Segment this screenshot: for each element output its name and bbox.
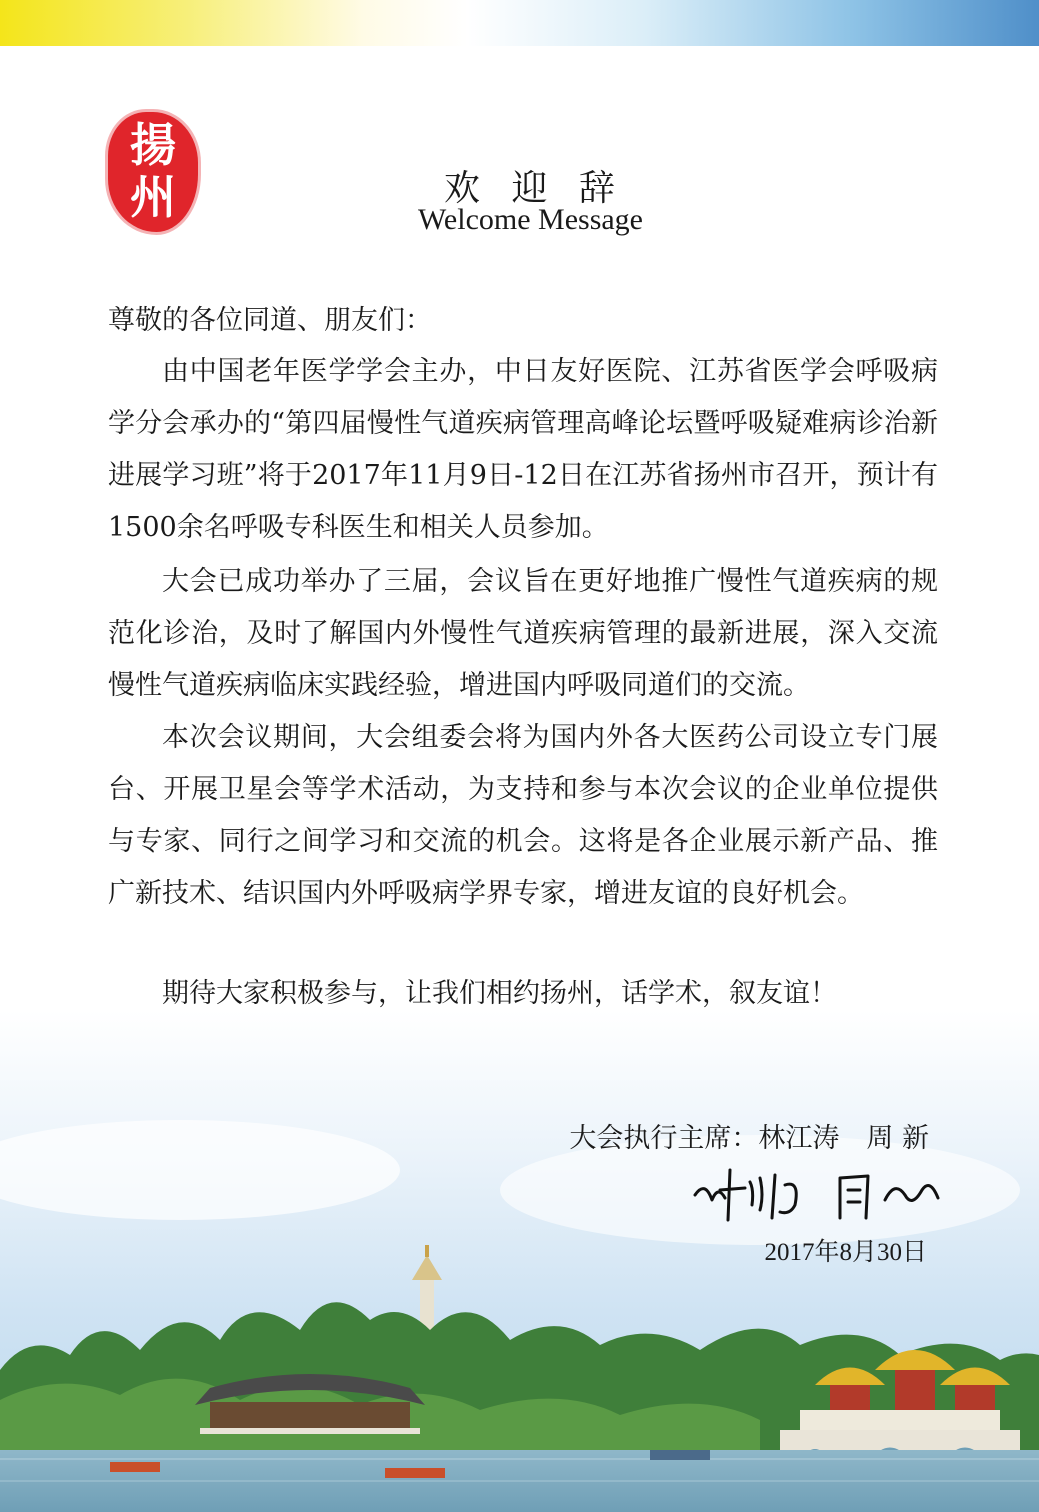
paragraph-2: 大会已成功举办了三届，会议旨在更好地推广慢性气道疾病的规范化诊治，及时了解国内外慢性气道疾病管理的最新进展，深入交流慢性气道疾病临床实践经验，增进国内呼吸同道们的交流。 xyxy=(108,566,938,701)
salutation: 尊敬的各位同道、朋友们： xyxy=(108,305,432,336)
page-title-chinese: 欢 迎 辞 xyxy=(444,168,625,209)
paragraph-3: 本次会议期间，大会组委会将为国内外各大医药公司设立专门展台、开展卫星会等学术活动，为支持和参与本次会议的企业单位提供与专家、同行之间学习和交流的机会。这将是各企业展示新产品、推广新技术、结识国内外呼吸病学界专家，增进友谊的良好机会。 xyxy=(108,722,938,909)
paragraph-4: 期待大家积极参与，让我们相约扬州，话学术，叙友谊！ xyxy=(162,978,837,1009)
executive-chairs-line: 大会执行主席：林江涛 周 新 xyxy=(569,1123,929,1154)
handwritten-signatures xyxy=(690,1160,950,1230)
top-gradient-band xyxy=(0,0,1039,46)
paragraph-1: 由中国老年医学学会主办，中日友好医院、江苏省医学会呼吸病学分会承办的“第四届慢性气道疾病管理高峰论坛暨呼吸疑难病诊治新进展学习班”将于2017年11月9日-12日在江苏省扬州市召开，预计有1500余名呼吸专科医生和相关人员参加。 xyxy=(108,356,938,543)
page-title-english: Welcome Message xyxy=(418,203,643,236)
letter-date: 2017年8月30日 xyxy=(764,1239,927,1266)
seal-char-2: 州 xyxy=(130,170,176,224)
seal-char-1: 揚 xyxy=(130,118,176,172)
